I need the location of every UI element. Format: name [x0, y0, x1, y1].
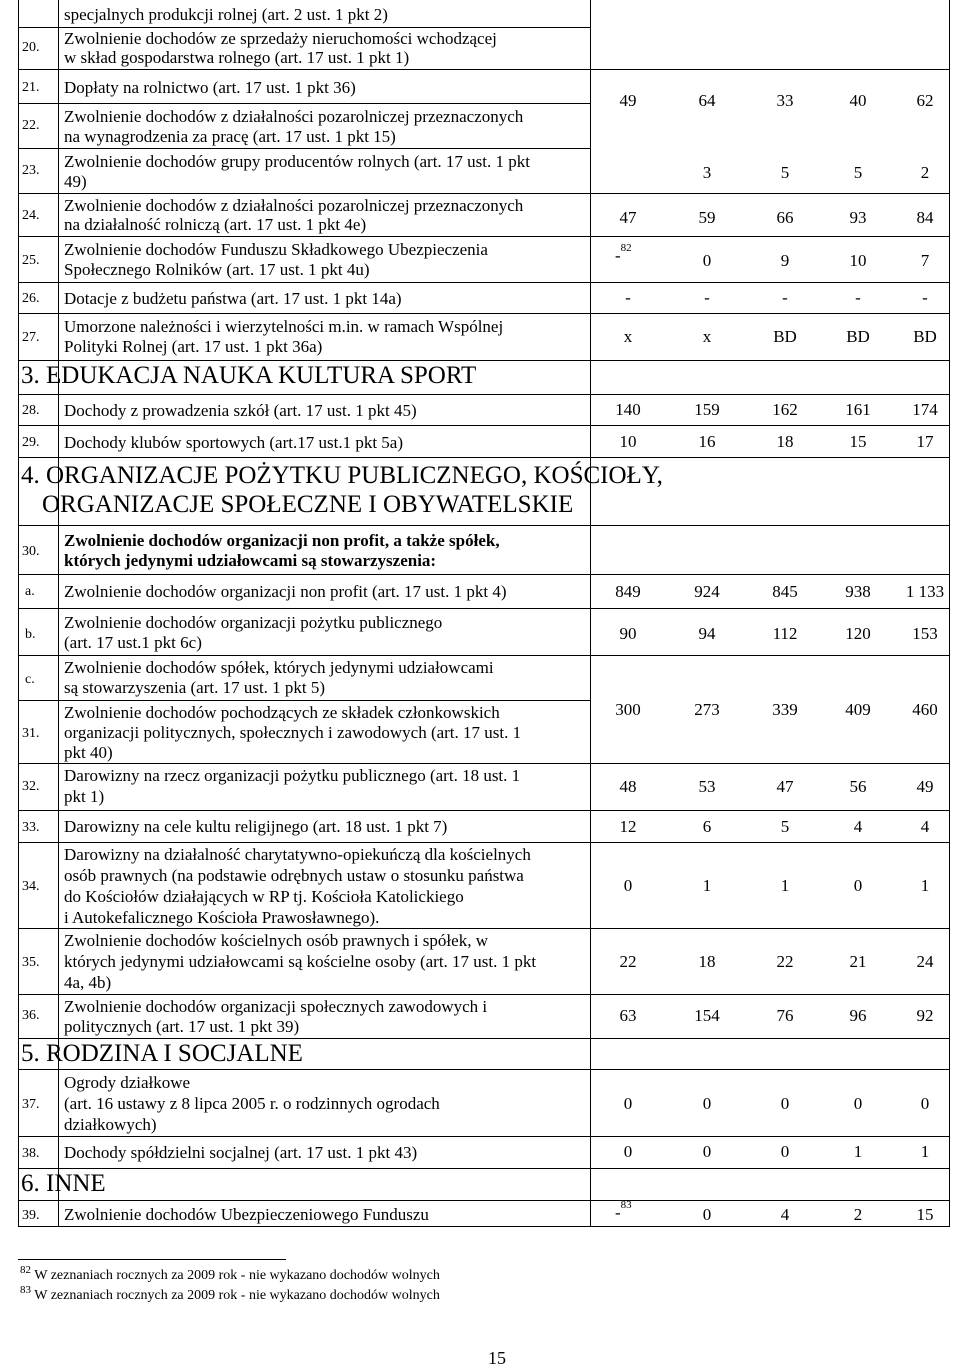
- value-cell: 0: [780, 1142, 790, 1161]
- row-divider: [18, 763, 950, 764]
- row-text: Zwolnienie dochodów organizacji non profit (art. 17 ust. 1 pkt 4): [64, 582, 507, 601]
- value-cell: 18: [776, 432, 794, 451]
- value-cell: 56: [849, 777, 867, 796]
- value-cell: 339: [772, 700, 798, 719]
- row-number: c.: [25, 672, 35, 687]
- value-cell: 2: [853, 1205, 863, 1224]
- row-number: 37.: [22, 1097, 40, 1112]
- footnote-text: W zeznaniach rocznych za 2009 rok - nie wykazano dochodów wolnych: [34, 1268, 440, 1283]
- row-text: (art. 17 ust.1 pkt 6c): [64, 633, 202, 652]
- value-cell: x: [623, 327, 633, 346]
- row-text: których jedynymi udziałowcami są kościelne osoby (art. 17 ust. 1 pkt: [64, 952, 537, 971]
- value-cell: 460: [912, 700, 938, 719]
- value-cell: 140: [615, 400, 641, 419]
- value-cell: 92: [916, 1006, 934, 1025]
- value-cell: 0: [702, 1142, 712, 1161]
- row-number: 32.: [22, 779, 40, 794]
- value-cell: 12: [619, 817, 637, 836]
- row-divider: [18, 574, 950, 575]
- value-cell: 63: [619, 1006, 637, 1025]
- value-cell: 845: [772, 582, 798, 601]
- row-number: 36.: [22, 1008, 40, 1023]
- value-cell: 17: [916, 432, 934, 451]
- section-heading: 4. ORGANIZACJE POŻYTKU PUBLICZNEGO, KOŚCIOŁY,: [21, 462, 663, 489]
- value-cell: 5: [853, 163, 863, 182]
- row-divider: [18, 394, 950, 395]
- footnote-text: W zeznaniach rocznych za 2009 rok - nie wykazano dochodów wolnych: [34, 1288, 440, 1303]
- row-number: 23.: [22, 163, 40, 178]
- row-text: Dochody klubów sportowych (art.17 ust.1 pkt 5a): [64, 433, 404, 452]
- value-cell: 7: [920, 251, 930, 270]
- value-cell: -: [625, 288, 631, 307]
- row-text: Zwolnienie dochodów ze sprzedaży nieruchomości wchodzącej: [64, 29, 497, 48]
- section-heading: 6. INNE: [21, 1170, 106, 1197]
- value-cell: 1 133: [905, 582, 945, 601]
- value-cell: 1: [702, 876, 712, 895]
- value-cell: 22: [776, 952, 794, 971]
- value-cell: 4: [853, 817, 863, 836]
- row-divider: [18, 655, 950, 656]
- row-text: Zwolnienie dochodów grupy producentów rolnych (art. 17 ust. 1 pkt: [64, 152, 530, 171]
- value-dash: -: [615, 246, 621, 265]
- value-cell: 849: [615, 582, 641, 601]
- row-text: Zwolnienie dochodów Funduszu Składkowego Ubezpieczenia: [64, 240, 488, 259]
- value-cell: 33: [776, 91, 794, 110]
- row-divider: [18, 525, 950, 526]
- value-cell: 112: [772, 624, 798, 643]
- table-right-border: [949, 0, 950, 1226]
- value-cell: 49: [916, 777, 934, 796]
- row-divider: [18, 313, 950, 314]
- row-divider: [18, 842, 950, 843]
- value-cell: 0: [702, 1094, 712, 1113]
- row-text: (art. 16 ustawy z 8 lipca 2005 r. o rodzinnych ogrodach: [64, 1094, 440, 1113]
- value-cell: 4: [920, 817, 930, 836]
- value-cell: 15: [916, 1205, 934, 1224]
- row-number: 29.: [22, 435, 40, 450]
- row-text: 4a, 4b): [64, 973, 112, 992]
- row-text: Umorzone należności i wierzytelności m.in. w ramach Wspólnej: [64, 317, 504, 336]
- row-number: 27.: [22, 330, 40, 345]
- value-cell: 0: [702, 251, 712, 270]
- row-number: 35.: [22, 955, 40, 970]
- row-text: Zwolnienie dochodów pochodzących ze składek członkowskich: [64, 703, 500, 722]
- value-cell: 0: [853, 1094, 863, 1113]
- row-divider: [18, 193, 950, 194]
- footnote: [20, 1264, 440, 1284]
- row-divider: [18, 1168, 950, 1169]
- row-text: do Kościołów działających w RP tj. Kościoła Katolickiego: [64, 887, 464, 906]
- value-cell: 9: [780, 251, 790, 270]
- row-divider: [18, 425, 950, 426]
- value-cell: -: [855, 288, 861, 307]
- value-cell: 15: [849, 432, 867, 451]
- row-text: Darowizny na działalność charytatywno-opiekuńczą dla kościelnych: [64, 845, 531, 864]
- value-cell: 21: [849, 952, 867, 971]
- value-cell: 5: [780, 163, 790, 182]
- row-text: osób prawnych (na podstawie odrębnych ustaw o stosunku państwa: [64, 866, 524, 885]
- footnote-mark: 82: [20, 1264, 31, 1276]
- row-text: których jedynymi udziałowcami są stowarzyszenia:: [64, 551, 437, 570]
- row-number: 24.: [22, 208, 40, 223]
- value-cell: 174: [912, 400, 938, 419]
- row-text: na wynagrodzenia za pracę (art. 17 ust. 1 pkt 15): [64, 127, 396, 146]
- row-number: 25.: [22, 253, 40, 268]
- row-divider: [18, 994, 950, 995]
- section-heading-continued: ORGANIZACJE SPOŁECZNE I OBYWATELSKIE: [42, 491, 574, 518]
- value-cell: 0: [623, 1094, 633, 1113]
- value-cell: 162: [772, 400, 798, 419]
- row-text: 49): [64, 172, 87, 191]
- row-text: Dochody spółdzielni socjalnej (art. 17 ust. 1 pkt 43): [64, 1143, 418, 1162]
- footnote-ref: 82: [620, 242, 632, 254]
- value-cell-with-footnote: [615, 242, 632, 266]
- row-number: b.: [25, 627, 36, 642]
- row-text: i Autokefalicznego Kościoła Prawosławnego).: [64, 908, 380, 927]
- row-divider: [18, 69, 950, 70]
- value-cell: 1: [853, 1142, 863, 1161]
- value-cell: 6: [702, 817, 712, 836]
- value-cell: 1: [920, 1142, 930, 1161]
- row-text: Zwolnienie dochodów z działalności pozarolniczej przeznaczonych: [64, 107, 524, 126]
- row-text: Dopłaty na rolnictwo (art. 17 ust. 1 pkt 36): [64, 78, 356, 97]
- row-text: Dotacje z budżetu państwa (art. 17 ust. 1 pkt 14a): [64, 289, 402, 308]
- value-cell: 273: [694, 700, 720, 719]
- row-divider: [18, 360, 950, 361]
- row-divider: [18, 457, 950, 458]
- value-cell: 0: [623, 1142, 633, 1161]
- row-text: Zwolnienie dochodów z działalności pozarolniczej przeznaczonych: [64, 196, 524, 215]
- row-text: Darowizny na cele kultu religijnego (art. 18 ust. 1 pkt 7): [64, 817, 448, 836]
- row-divider: [18, 282, 950, 283]
- value-cell: BD: [913, 327, 937, 346]
- value-cell: 10: [849, 251, 867, 270]
- value-cell: 48: [619, 777, 637, 796]
- footnote-separator: [18, 1259, 286, 1260]
- value-cell: 49: [619, 91, 637, 110]
- row-number: 20.: [22, 40, 40, 55]
- value-cell: 154: [694, 1006, 720, 1025]
- row-text: organizacji politycznych, społecznych i zawodowych (art. 17 ust. 1: [64, 723, 522, 742]
- row-divider: [18, 103, 590, 104]
- value-cell: x: [702, 327, 712, 346]
- row-divider: [18, 700, 590, 701]
- row-number: 30.: [22, 544, 40, 559]
- value-cell: BD: [846, 327, 870, 346]
- value-cell: 76: [776, 1006, 794, 1025]
- value-cell: 47: [619, 208, 637, 227]
- value-cell: 64: [698, 91, 716, 110]
- row-text: specjalnych produkcji rolnej (art. 2 ust. 1 pkt 2): [64, 5, 388, 24]
- section-heading: 3. EDUKACJA NAUKA KULTURA SPORT: [21, 362, 477, 389]
- value-dash: -: [615, 1203, 621, 1222]
- row-text: Zwolnienie dochodów organizacji społecznych zawodowych i: [64, 997, 488, 1016]
- value-cell: 90: [619, 624, 637, 643]
- row-text: w skład gospodarstwa rolnego (art. 17 ust. 1 pkt 1): [64, 48, 410, 67]
- row-number: 26.: [22, 291, 40, 306]
- row-text: Zwolnienie dochodów organizacji pożytku publicznego: [64, 613, 443, 632]
- row-text: Społecznego Rolników (art. 17 ust. 1 pkt 4u): [64, 260, 370, 279]
- row-text: Zwolnienie dochodów organizacji non profit, a także spółek,: [64, 531, 500, 550]
- row-divider: [18, 236, 950, 237]
- value-cell: 120: [845, 624, 871, 643]
- value-cell: 0: [853, 876, 863, 895]
- row-divider: [18, 1200, 950, 1201]
- value-cell: 409: [845, 700, 871, 719]
- row-text: na działalność rolniczą (art. 17 ust. 1 pkt 4e): [64, 215, 367, 234]
- row-divider: [18, 810, 950, 811]
- description-column-divider: [590, 0, 591, 1226]
- row-text: politycznych (art. 17 ust. 1 pkt 39): [64, 1017, 300, 1036]
- row-number: 34.: [22, 879, 40, 894]
- row-divider: [18, 148, 590, 149]
- value-cell: 47: [776, 777, 794, 796]
- value-cell: 84: [916, 208, 934, 227]
- footnote-ref: 83: [620, 1199, 632, 1211]
- row-text: pkt 1): [64, 787, 105, 806]
- value-cell: 10: [619, 432, 637, 451]
- value-cell: 24: [916, 952, 934, 971]
- row-text: Ogrody działkowe: [64, 1073, 191, 1092]
- value-cell: 40: [849, 91, 867, 110]
- row-number: 22.: [22, 118, 40, 133]
- value-cell: 1: [920, 876, 930, 895]
- value-cell: 93: [849, 208, 867, 227]
- value-cell: 924: [694, 582, 720, 601]
- row-number: 39.: [22, 1208, 40, 1223]
- value-cell: 59: [698, 208, 716, 227]
- row-text: Zwolnienie dochodów Ubezpieczeniowego Funduszu: [64, 1205, 429, 1224]
- row-number: 33.: [22, 820, 40, 835]
- table-left-border: [18, 0, 19, 1226]
- value-cell: 5: [780, 817, 790, 836]
- footnote-mark: 83: [20, 1284, 31, 1296]
- value-cell: -: [782, 288, 788, 307]
- row-text: Darowizny na rzecz organizacji pożytku publicznego (art. 18 ust. 1: [64, 766, 521, 785]
- value-cell: 0: [702, 1205, 712, 1224]
- row-text: pkt 40): [64, 743, 113, 762]
- value-cell: 161: [845, 400, 871, 419]
- value-cell-with-footnote: [615, 1199, 632, 1223]
- section-heading: 5. RODZINA I SOCJALNE: [21, 1040, 303, 1067]
- value-cell: 300: [615, 700, 641, 719]
- row-divider: [18, 608, 950, 609]
- value-cell: 53: [698, 777, 716, 796]
- row-divider: [18, 928, 950, 929]
- value-cell: 938: [845, 582, 871, 601]
- value-cell: 153: [912, 624, 938, 643]
- row-text: Zwolnienie dochodów kościelnych osób prawnych i spółek, w: [64, 931, 488, 950]
- value-cell: 0: [623, 876, 633, 895]
- value-cell: 94: [698, 624, 716, 643]
- row-number: 38.: [22, 1146, 40, 1161]
- page-number: 15: [488, 1348, 506, 1368]
- footnote: [20, 1284, 440, 1304]
- row-text: działkowych): [64, 1115, 157, 1134]
- value-cell: -: [704, 288, 710, 307]
- row-text: Dochody z prowadzenia szkół (art. 17 ust. 1 pkt 45): [64, 401, 417, 420]
- row-divider: [18, 1136, 950, 1137]
- value-cell: 22: [619, 952, 637, 971]
- value-cell: 66: [776, 208, 794, 227]
- row-divider: [18, 1069, 950, 1070]
- value-cell: 1: [780, 876, 790, 895]
- value-cell: 0: [780, 1094, 790, 1113]
- row-number: 21.: [22, 80, 40, 95]
- value-cell: 62: [916, 91, 934, 110]
- value-cell: 3: [702, 163, 712, 182]
- row-text: Zwolnienie dochodów spółek, których jedynymi udziałowcami: [64, 658, 494, 677]
- row-number: 31.: [22, 726, 40, 741]
- value-cell: 18: [698, 952, 716, 971]
- value-cell: 4: [780, 1205, 790, 1224]
- value-cell: 2: [920, 163, 930, 182]
- table-bottom-border: [18, 1226, 950, 1227]
- value-cell: 96: [849, 1006, 867, 1025]
- row-number: 28.: [22, 403, 40, 418]
- row-text: są stowarzyszenia (art. 17 ust. 1 pkt 5): [64, 678, 326, 697]
- value-cell: 0: [920, 1094, 930, 1113]
- value-cell: 159: [694, 400, 720, 419]
- row-divider: [18, 1038, 950, 1039]
- value-cell: -: [922, 288, 928, 307]
- value-cell: 16: [698, 432, 716, 451]
- value-cell: BD: [773, 327, 797, 346]
- row-text: Polityki Rolnej (art. 17 ust. 1 pkt 36a): [64, 337, 323, 356]
- row-number: a.: [25, 584, 35, 599]
